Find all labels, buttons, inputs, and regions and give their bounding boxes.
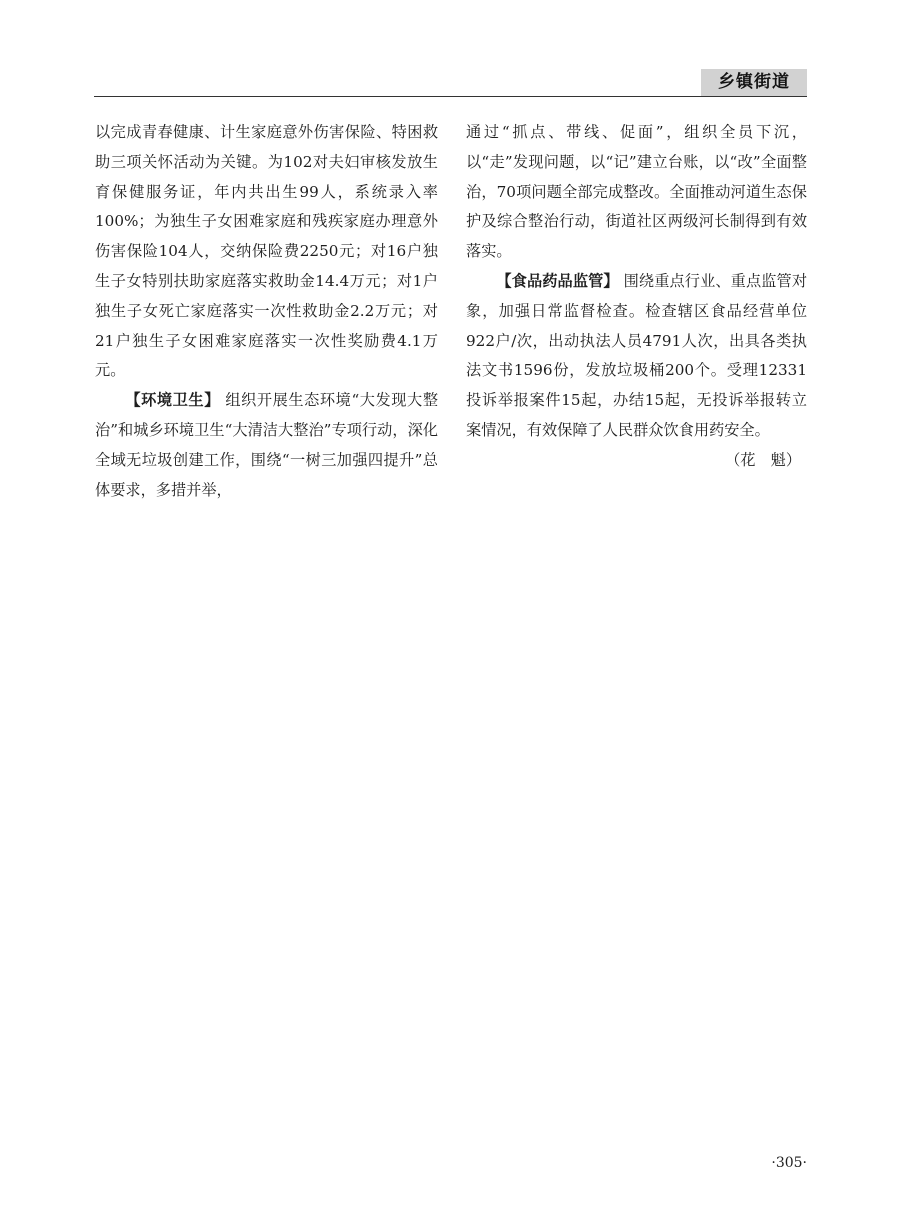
section-body-food-drug: 围绕重点行业、重点监管对象，加强日常监督检查。检查辖区食品经营单位922户/次，出动执法人员4791人次，出具各类执法文书1596份，发放垃圾桶200个。受理12331投诉举报案件15起，办结15起，无投诉举报转立案情况，有效保障了人民群众饮食用药安全。 [466, 271, 808, 439]
left-column [95, 118, 438, 505]
section-header-label: 乡镇街道 [701, 69, 807, 96]
section-body-environment: 组织开展生态环境“大发现大整治”和城乡环境卫生“大清洁大整治”专项行动，深化全域无垃圾创建工作，围绕“一树三加强四提升”总体要求，多措并举， [95, 391, 439, 499]
section-title-environment: 【环境卫生】 [125, 391, 220, 410]
paragraph-family-care: 以完成青春健康、计生家庭意外伤害保险、特困救助三项关怀活动为关键。为102对夫妇审核发放生育保健服务证，年内共出生99人，系统录入率100%；为独生子女困难家庭和残疾家庭办理意外伤害保险104人，交纳保险费2250元；对16户独生子女特别扶助家庭落实救助金14.4万元；对1户独生子女死亡家庭落实一次性救助金2.2万元；对21户独生子女困难家庭落实一次性奖励费4.1万元。 [95, 123, 438, 380]
paragraph-environment-continued: 通过“抓点、带线、促面”，组织全员下沉，以“走”发现问题，以“记”建立台账，以“改”全面整治，70项问题全部完成整改。全面推动河道生态保护及综合整治行动，街道社区两级河长制得到有效落实。 [466, 123, 807, 261]
page-number: ·305· [771, 1155, 807, 1171]
author-credit: （花 魁） [725, 450, 801, 469]
paragraph-food-drug [466, 267, 807, 446]
header-rule [94, 96, 807, 97]
section-title-food-drug: 【食品药品监管】 [496, 271, 619, 290]
right-column [466, 118, 807, 476]
paragraph-environment [95, 386, 438, 505]
